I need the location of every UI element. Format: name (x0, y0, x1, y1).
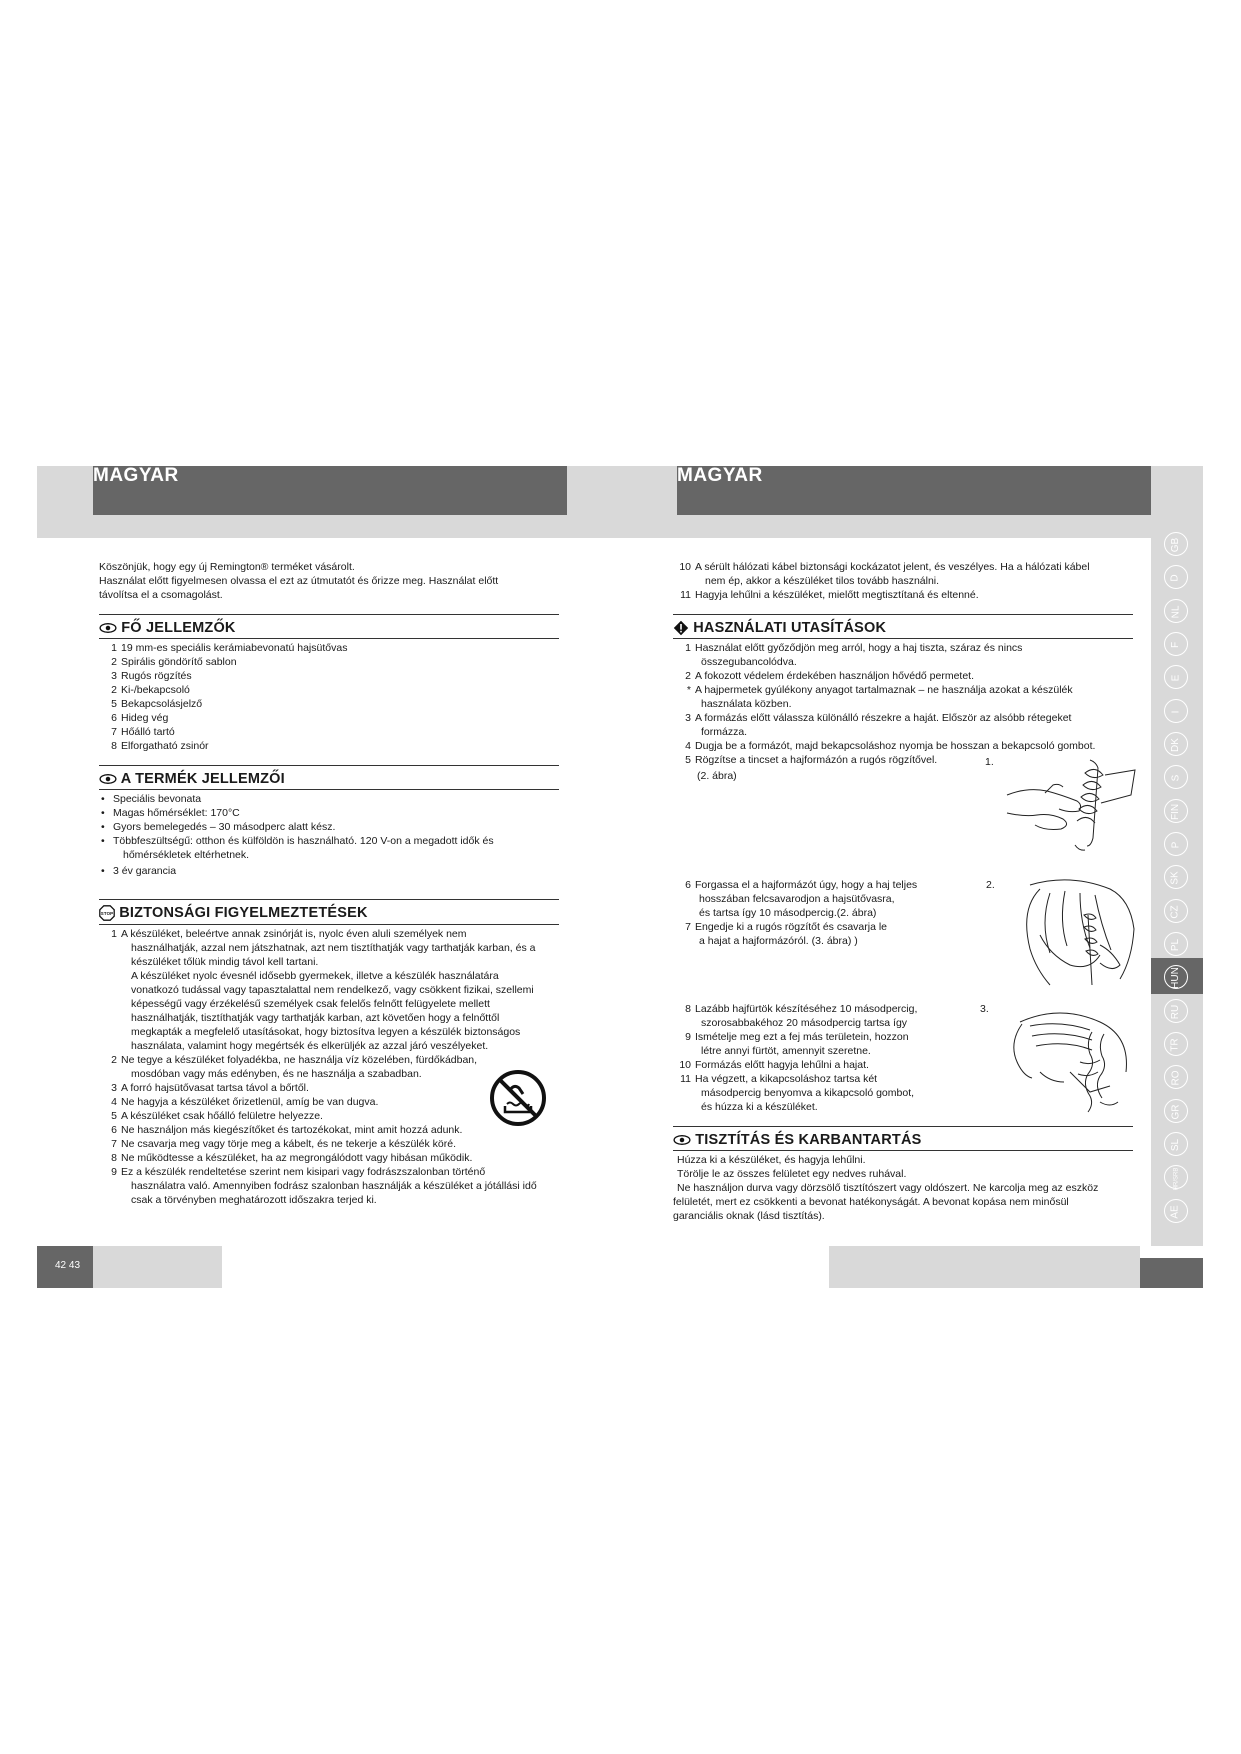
list-item-continued (99, 1179, 559, 1193)
item-number: 3 (111, 670, 117, 682)
list-item: • 3 év garancia (101, 865, 177, 877)
item-text: 19 mm-es speciális kerámiabevonatú hajsütővas (121, 642, 348, 654)
item-number: 2 (111, 1054, 117, 1066)
list-item (673, 669, 1133, 683)
list-item (99, 1165, 559, 1179)
item-text: Engedje ki a rugós rögzítőt és csavarja le (695, 921, 888, 933)
list-item (673, 1058, 973, 1072)
language-label: GB (1169, 537, 1181, 553)
item-text: Ha végzett, a kikapcsoláshoz tartsa két (695, 1073, 878, 1085)
language-tab-sk[interactable] (1164, 865, 1188, 889)
cleaning-line: Húzza ki a készüléket, és hagyja lehűlni. (677, 1154, 866, 1166)
figure-label: 3. (980, 1003, 989, 1015)
language-tab-ru[interactable] (1164, 999, 1188, 1023)
item-text: Ki-/bekapcsoló (121, 684, 190, 696)
item-text: és húzza ki a készüléket. (701, 1101, 818, 1113)
cleaning-line: garanciális oknak (lásd tisztítás). (673, 1210, 825, 1222)
list-item (673, 711, 1133, 725)
curling-figure-3 (1000, 1002, 1140, 1117)
item-text: Formázás előtt hagyja lehűlni a hajat. (695, 1059, 869, 1071)
list-item-continued (673, 655, 1133, 669)
item-text: A sérült hálózati kábel biztonsági kockázatot jelent, és veszélyes. Ha a hálózati kábel (695, 561, 1090, 573)
features-heading (99, 620, 236, 636)
language-tab-pl[interactable] (1164, 932, 1188, 956)
section-rule (99, 614, 559, 615)
item-text: megkapták a megfelelő utasításokat, hogy biztosítva legyen a készülék biztonságos (131, 1026, 521, 1038)
item-text: Lazább hajfürtök készítéséhez 10 másodpercig, (695, 1003, 918, 1015)
language-tab-fin[interactable] (1164, 799, 1188, 823)
item-text: A formázás előtt válassza különálló részekre a haját. Először az alsóbb rétegeket (695, 712, 1072, 724)
list-item-continued (99, 1039, 559, 1053)
item-number: 6 (685, 879, 691, 891)
language-tab-sl[interactable] (1164, 1132, 1188, 1156)
item-text: használhatják, azzal nem játszhatnak, azt nem tisztíthatják vagy tarthatják karban, és a (131, 942, 536, 954)
intro-line: távolítsa el a csomagolást. (99, 589, 223, 601)
language-tab-f[interactable] (1164, 632, 1188, 656)
list-item-continued (673, 1016, 973, 1030)
page-numbers: 42 43 (55, 1260, 81, 1271)
item-number: 7 (111, 726, 117, 738)
item-text: és tartsa így 10 másodpercig.(2. ábra) (699, 907, 877, 919)
item-text: mosdóban vagy más edényben, és ne használja a szabadban. (131, 1068, 422, 1080)
language-label: GR (1170, 1104, 1181, 1120)
section-rule (99, 899, 559, 900)
item-text: Ismételje meg ezt a fej más területein, hozzon (695, 1031, 909, 1043)
figure-label: 2. (986, 879, 995, 891)
item-text: Elforgatható zsinór (121, 740, 209, 752)
item-text: nem ép, akkor a készüléket tilos tovább használni. (705, 575, 940, 587)
item-text: A fokozott védelem érdekében használjon hővédő permetet. (695, 670, 975, 682)
list-item (673, 739, 1133, 753)
item-number: 8 (685, 1003, 691, 1015)
language-tabs (1164, 530, 1190, 1230)
language-label: CZ (1170, 905, 1181, 919)
item-text: használata, valamint hogy megértsék és elkerüljék az azzal járó veszélyeket. (131, 1040, 489, 1052)
item-number: 3 (111, 1082, 117, 1094)
item-number: * (686, 684, 691, 696)
list-item-continued (99, 969, 559, 983)
safety-list (99, 927, 559, 1207)
list-item-continued (673, 906, 973, 920)
safety-heading (99, 905, 368, 921)
list-item-continued (99, 941, 559, 955)
list-item-continued (673, 1100, 973, 1114)
item-number: 11 (680, 589, 691, 601)
item-number: 1 (111, 928, 117, 940)
list-item (99, 641, 559, 655)
item-text: Hőálló tartó (121, 726, 175, 738)
language-tab-dk[interactable] (1164, 732, 1188, 756)
language-tab-gr[interactable] (1164, 1099, 1188, 1123)
list-item: • Speciális bevonata (101, 793, 202, 805)
section-rule (673, 614, 1133, 615)
item-text: vonatkozó tudással vagy tapasztalattal nem rendelkező, vagy csökkent fizikai, szellemi (131, 984, 534, 996)
item-number: 10 (679, 561, 691, 573)
list-item-continued (99, 1011, 559, 1025)
language-tab-ro[interactable] (1164, 1065, 1188, 1089)
warning-icon (673, 620, 689, 636)
section-rule (99, 638, 559, 639)
item-text: Ne csavarja meg vagy törje meg a kábelt, és ne tekerje a készülék köré. (121, 1138, 456, 1150)
language-label: FIN (1169, 803, 1181, 821)
list-item: • Többfeszültségű: otthon és külföldön is használható. 120 V-on a megadott idők és (101, 835, 494, 847)
list-item (673, 878, 973, 892)
intro-line: Köszönjük, hogy egy új Remington® terméket vásárolt. (99, 561, 355, 573)
footer-left-light (93, 1246, 222, 1288)
list-item (99, 739, 559, 753)
language-label: AE (1170, 1205, 1181, 1219)
section-rule (99, 765, 559, 766)
list-item-continued (99, 983, 559, 997)
item-text: Rögzítse a tincset a hajformázón a rugós rögzítővel. (695, 754, 938, 766)
list-item: • Magas hőmérséklet: 170°C (101, 807, 240, 819)
cleaning-title: TISZTÍTÁS ÉS KARBANTARTÁS (695, 1132, 922, 1148)
cleaning-line: felületét, mert ez csökkenti a bevonat hatékonyságát. A bevonat kopása nem minősül (673, 1196, 1069, 1208)
item-number: 4 (111, 1096, 117, 1108)
item-text: Hideg vég (121, 712, 169, 724)
item-number: 2 (111, 684, 117, 696)
language-label: HUN (1169, 967, 1181, 989)
item-text: Spirális göndörítő sablon (121, 656, 237, 668)
item-text: A hajpermetek gyúlékony anyagot tartalmaznak – ne használja azokat a készülék (695, 684, 1073, 696)
language-label: D (1169, 574, 1181, 582)
safety-title: BIZTONSÁGI FIGYELMEZTETÉSEK (119, 905, 368, 921)
language-label: PL (1169, 938, 1181, 952)
item-number: 6 (111, 1124, 117, 1136)
item-text: Ne tegye a készüléket folyadékba, ne használja víz közelében, fürdőkádban, (121, 1054, 478, 1066)
list-item-continued (99, 955, 559, 969)
stop-icon (99, 905, 115, 921)
item-text: A készüléket nyolc évesnél idősebb gyermekek, illetve a készülék használatára (131, 970, 499, 982)
item-text: csak a törvényben meghatározott időszakra terjed ki. (131, 1194, 377, 1206)
eye-icon (673, 1134, 691, 1146)
eye-icon (99, 773, 117, 785)
product-title: A TERMÉK JELLEMZŐI (120, 771, 285, 787)
curling-figure-2 (1010, 875, 1140, 990)
item-text: készüléket tőlük mindig távol kell tartani. (131, 956, 319, 968)
list-item (99, 655, 559, 669)
item-text: A forró hajsütővasat tartsa távol a bőrtől. (121, 1082, 309, 1094)
language-tab-hrsrb[interactable] (1164, 1165, 1188, 1189)
list-item (99, 1151, 559, 1165)
language-tab-ae[interactable] (1164, 1199, 1188, 1223)
item-text: képességű vagy érzékelésű személyek csak felelős felnőtt felügyelete mellett (131, 998, 490, 1010)
eye-icon (99, 622, 117, 634)
language-tab-p[interactable] (1164, 832, 1188, 856)
item-number: 7 (111, 1138, 117, 1150)
list-item (99, 683, 559, 697)
section-rule (673, 1150, 1133, 1151)
intro-line: Használat előtt figyelmesen olvassa el ezt az útmutatót és őrizze meg. Használat előtt (99, 575, 499, 587)
language-label: S (1169, 774, 1181, 782)
item-number: 8 (111, 1152, 117, 1164)
intro-text (99, 560, 559, 602)
footer-right-light (829, 1246, 1140, 1288)
list-item (99, 927, 559, 941)
stop-label: STOP (100, 911, 114, 917)
list-item-continued (673, 697, 1133, 711)
usage-block-3 (673, 1002, 973, 1114)
usage-block-2 (673, 878, 973, 948)
usage-title: HASZNÁLATI UTASÍTÁSOK (693, 620, 887, 636)
list-item (99, 711, 559, 725)
item-text: Ne működtesse a készüléket, ha az megrongálódott vagy hibásan működik. (121, 1152, 473, 1164)
cleaning-text (673, 1153, 1133, 1223)
list-item-continued: hőmérsékletek eltérhetnek. (123, 849, 250, 861)
list-item-continued (99, 1193, 559, 1207)
item-number: 10 (679, 1059, 691, 1071)
language-label: RO (1170, 1070, 1181, 1086)
curling-iron-figure-1 (1005, 755, 1145, 855)
page-title-left: MAGYAR (93, 465, 179, 486)
cleaning-heading (673, 1132, 922, 1148)
list-item (673, 920, 973, 934)
item-text: Ez a készülék rendeltetése szerint nem kisipari vagy fodrászszalonban történő (121, 1166, 486, 1178)
language-tab-cz[interactable] (1164, 899, 1188, 923)
list-item-continued (673, 1044, 973, 1058)
list-item-continued (99, 997, 559, 1011)
item-text: használata közben. (701, 698, 792, 710)
list-item-continued (673, 1086, 973, 1100)
list-item (99, 1137, 559, 1151)
list-item (673, 588, 1133, 602)
item-text: Rugós rögzítés (121, 670, 192, 682)
list-item (673, 1030, 973, 1044)
language-label: TR (1170, 1038, 1181, 1052)
item-text: használhatják, tisztíthatják vagy tarthatják karban, azt követően hogy a felnőttől (131, 1012, 500, 1024)
section-rule (673, 1126, 1133, 1127)
item-text: Ne használjon más kiegészítőket és tartozékokat, mint amit hozzá adunk. (121, 1124, 463, 1136)
item-text: használatra való. Amennyiben fodrász szalonban használják a készüléket a jótállási idő (131, 1180, 537, 1192)
product-list (99, 792, 559, 878)
features-title: FŐ JELLEMZŐK (121, 620, 236, 636)
list-item (99, 725, 559, 739)
item-text: Használat előtt győződjön meg arról, hogy a haj tiszta, száraz és nincs (695, 642, 1023, 654)
language-label: SL (1169, 1138, 1181, 1152)
item-text: Bekapcsolásjelző (121, 698, 203, 710)
language-label: P (1169, 841, 1181, 849)
item-text: szorosabbakéhoz 20 másodpercig tartsa így (701, 1017, 908, 1029)
item-text: A készüléket, beleértve annak zsinórját is, nyolc éven aluli személyek nem (121, 928, 467, 940)
item-number: 1 (111, 642, 117, 654)
item-text: hosszában felcsavarodjon a hajsütővasra, (699, 893, 895, 905)
item-number: 1 (685, 642, 691, 654)
language-tab-nl[interactable] (1164, 599, 1188, 623)
item-text: formázza. (701, 726, 748, 738)
item-number: 6 (111, 712, 117, 724)
item-number: 9 (111, 1166, 117, 1178)
language-label: DK (1170, 738, 1181, 752)
language-label: RU (1169, 1004, 1181, 1020)
item-number: 8 (111, 740, 117, 752)
list-item (99, 1053, 559, 1067)
section-rule (673, 638, 1133, 639)
item-text: másodpercig benyomva a kikapcsoló gombot, (701, 1087, 915, 1099)
item-text: létre annyi fürtöt, amennyit szeretne. (701, 1045, 871, 1057)
page-title-right: MAGYAR (677, 465, 763, 486)
figure-label: 1. (985, 756, 994, 768)
language-label: SK (1170, 871, 1181, 885)
item-text: összegubancolódva. (701, 656, 797, 668)
item-number: 5 (685, 754, 691, 766)
language-tab-tr[interactable] (1164, 1032, 1188, 1056)
section-rule (99, 789, 559, 790)
item-text: Forgassa el a hajformázót úgy, hogy a haj teljes (695, 879, 918, 891)
list-item-continued (673, 574, 1133, 588)
list-item: • Gyors bemelegedés – 30 másodperc alatt kész. (101, 821, 336, 833)
list-item-continued (673, 892, 973, 906)
list-item (673, 1072, 973, 1086)
item-number: 11 (680, 1073, 691, 1085)
language-tab-hun[interactable] (1164, 965, 1188, 989)
item-number: 2 (111, 656, 117, 668)
language-tab-i[interactable] (1164, 699, 1188, 723)
item-number: 9 (685, 1031, 691, 1043)
list-item (673, 560, 1133, 574)
language-label: F (1169, 641, 1181, 649)
cleaning-line: Ne használjon durva vagy dörzsölő tisztítószert vagy oldószert. Ne karcolja meg az eszköz (677, 1182, 1099, 1194)
product-heading (99, 771, 285, 787)
list-item (673, 1002, 973, 1016)
item-number: 5 (111, 1110, 117, 1122)
list-item-continued (673, 934, 973, 948)
language-tab-e[interactable] (1164, 665, 1188, 689)
item-number: 7 (685, 921, 691, 933)
step5-sub: (2. ábra) (697, 770, 737, 782)
footer-right-dark (1140, 1258, 1203, 1288)
language-label: E (1169, 674, 1181, 682)
item-number: 2 (685, 670, 691, 682)
language-label: HR/SRB (1173, 1167, 1180, 1191)
language-label: NL (1169, 605, 1181, 619)
features-list (99, 641, 559, 753)
item-text: Hagyja lehűlni a készüléket, mielőtt megtisztítaná és eltenné. (695, 589, 979, 601)
list-item-continued (99, 1025, 559, 1039)
safety-continued-list (673, 560, 1133, 602)
usage-heading (673, 620, 886, 636)
language-label: I (1170, 710, 1181, 714)
language-tab-d[interactable] (1164, 565, 1188, 589)
section-rule (99, 924, 559, 925)
list-item (99, 669, 559, 683)
item-text: Dugja be a formázót, majd bekapcsoláshoz nyomja be hosszan a bekapcsoló gombot. (695, 740, 1096, 752)
list-item (673, 641, 1133, 655)
no-water-icon (488, 1068, 548, 1128)
list-item (673, 683, 1133, 697)
item-number: 4 (685, 740, 691, 752)
language-tab-gb[interactable] (1164, 532, 1188, 556)
item-number: 5 (111, 698, 117, 710)
list-item-continued (673, 725, 1133, 739)
item-number: 3 (685, 712, 691, 724)
item-text: Ne hagyja a készüléket őrizetlenül, amíg be van dugva. (121, 1096, 379, 1108)
usage-list (673, 641, 1133, 767)
cleaning-line: Törölje le az összes felületet egy nedves ruhával. (677, 1168, 907, 1180)
item-text: A készüléket csak hőálló felületre helyezze. (121, 1110, 323, 1122)
language-tab-s[interactable] (1164, 765, 1188, 789)
item-text: a hajat a hajformázóról. (3. ábra) ) (699, 935, 858, 947)
list-item (99, 697, 559, 711)
